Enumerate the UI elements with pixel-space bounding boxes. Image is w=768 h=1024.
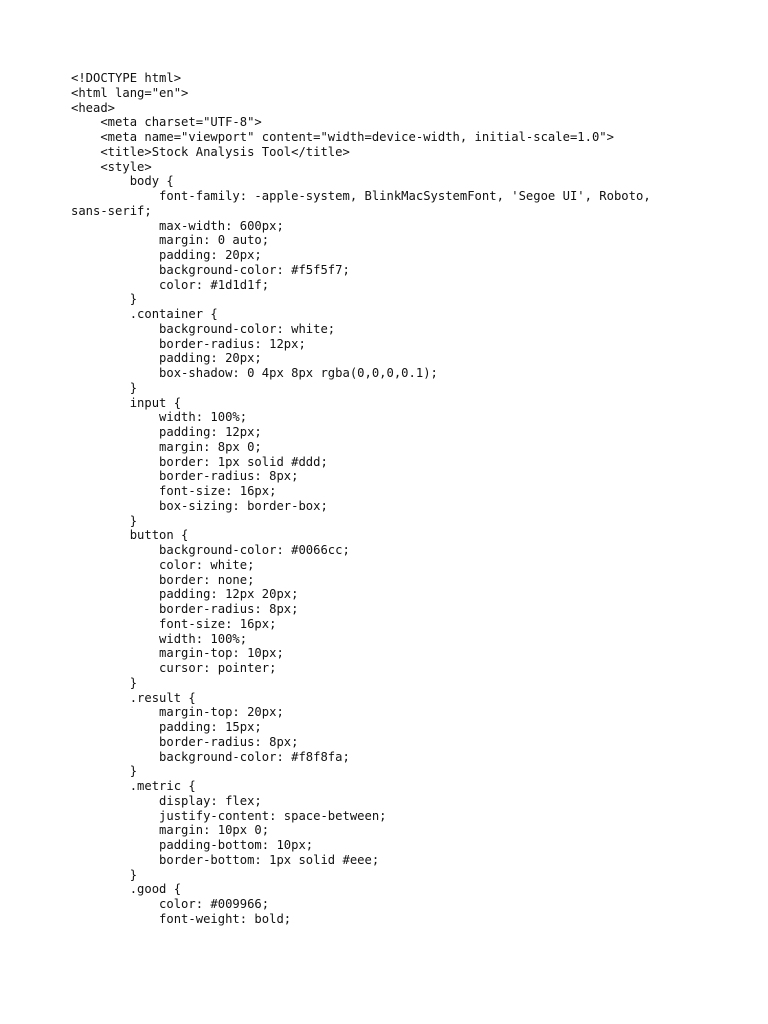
code-line: font-weight: bold; — [71, 911, 292, 926]
code-line: input { — [71, 395, 182, 410]
code-line: margin-top: 20px; — [71, 705, 284, 720]
code-line: color: #1d1d1f; — [71, 277, 270, 292]
code-line: } — [71, 867, 138, 882]
code-line: margin: 8px 0; — [71, 439, 262, 454]
code-line: .result { — [71, 690, 196, 705]
code-line: font-size: 16px; — [71, 484, 277, 498]
code-line: } — [71, 513, 138, 528]
code-line: .good { — [71, 882, 182, 897]
code-line: body { — [71, 174, 174, 189]
code-line: cursor: pointer; — [71, 661, 277, 675]
code-line: width: 100%; — [71, 631, 248, 646]
code-line: <meta name="viewport" content="width=device-width, initial-scale=1.0"> — [71, 130, 614, 144]
code-line: <style> — [71, 159, 152, 174]
code-line: font-family: -apple-system, BlinkMacSystemFont, 'Segoe UI', Roboto, — [71, 189, 651, 203]
code-line: background-color: #0066cc; — [71, 543, 350, 557]
code-line: border-radius: 8px; — [71, 469, 299, 484]
code-line: <!DOCTYPE html> — [71, 71, 182, 85]
code-line: margin: 10px 0; — [71, 823, 270, 838]
code-listing — [71, 71, 731, 927]
code-line: <head> — [71, 100, 116, 115]
code-line: } — [71, 292, 138, 307]
code-line: sans-serif; — [71, 203, 152, 218]
code-line: } — [71, 764, 138, 779]
code-line: color: white; — [71, 557, 255, 572]
code-line: button { — [71, 528, 189, 543]
code-line: margin: 0 auto; — [71, 233, 270, 248]
code-line: border-radius: 8px; — [71, 734, 299, 749]
code-line: } — [71, 675, 138, 690]
code-line: padding: 15px; — [71, 720, 262, 734]
code-line: .container { — [71, 307, 218, 321]
code-line: margin-top: 10px; — [71, 646, 284, 661]
code-line: width: 100%; — [71, 410, 248, 425]
code-line: display: flex; — [71, 793, 262, 808]
code-line: padding: 20px; — [71, 248, 262, 262]
code-line: justify-content: space-between; — [71, 808, 387, 823]
code-line: border-radius: 8px; — [71, 602, 299, 616]
code-line: max-width: 600px; — [71, 218, 284, 233]
code-line: background-color: #f8f8fa; — [71, 749, 350, 764]
code-line: border: none; — [71, 572, 255, 587]
code-line: <title>Stock Analysis Tool</title> — [71, 144, 350, 159]
code-line: box-shadow: 0 4px 8px rgba(0,0,0,0.1); — [71, 366, 438, 380]
code-line: border: 1px solid #ddd; — [71, 454, 328, 469]
code-line: color: #009966; — [71, 897, 270, 911]
code-line: padding: 12px; — [71, 425, 262, 439]
code-line: border-radius: 12px; — [71, 336, 306, 351]
code-line: background-color: #f5f5f7; — [71, 262, 350, 277]
code-line: <html lang="en"> — [71, 85, 189, 100]
code-line: padding: 20px; — [71, 351, 262, 366]
code-line: padding: 12px 20px; — [71, 587, 299, 602]
code-line: font-size: 16px; — [71, 616, 277, 631]
code-line: <meta charset="UTF-8"> — [71, 115, 262, 130]
code-line: padding-bottom: 10px; — [71, 838, 314, 852]
code-line: background-color: white; — [71, 321, 336, 336]
code-line: box-sizing: border-box; — [71, 498, 328, 513]
code-line: border-bottom: 1px solid #eee; — [71, 852, 380, 867]
code-line: .metric { — [71, 779, 196, 793]
code-line: } — [71, 380, 138, 395]
